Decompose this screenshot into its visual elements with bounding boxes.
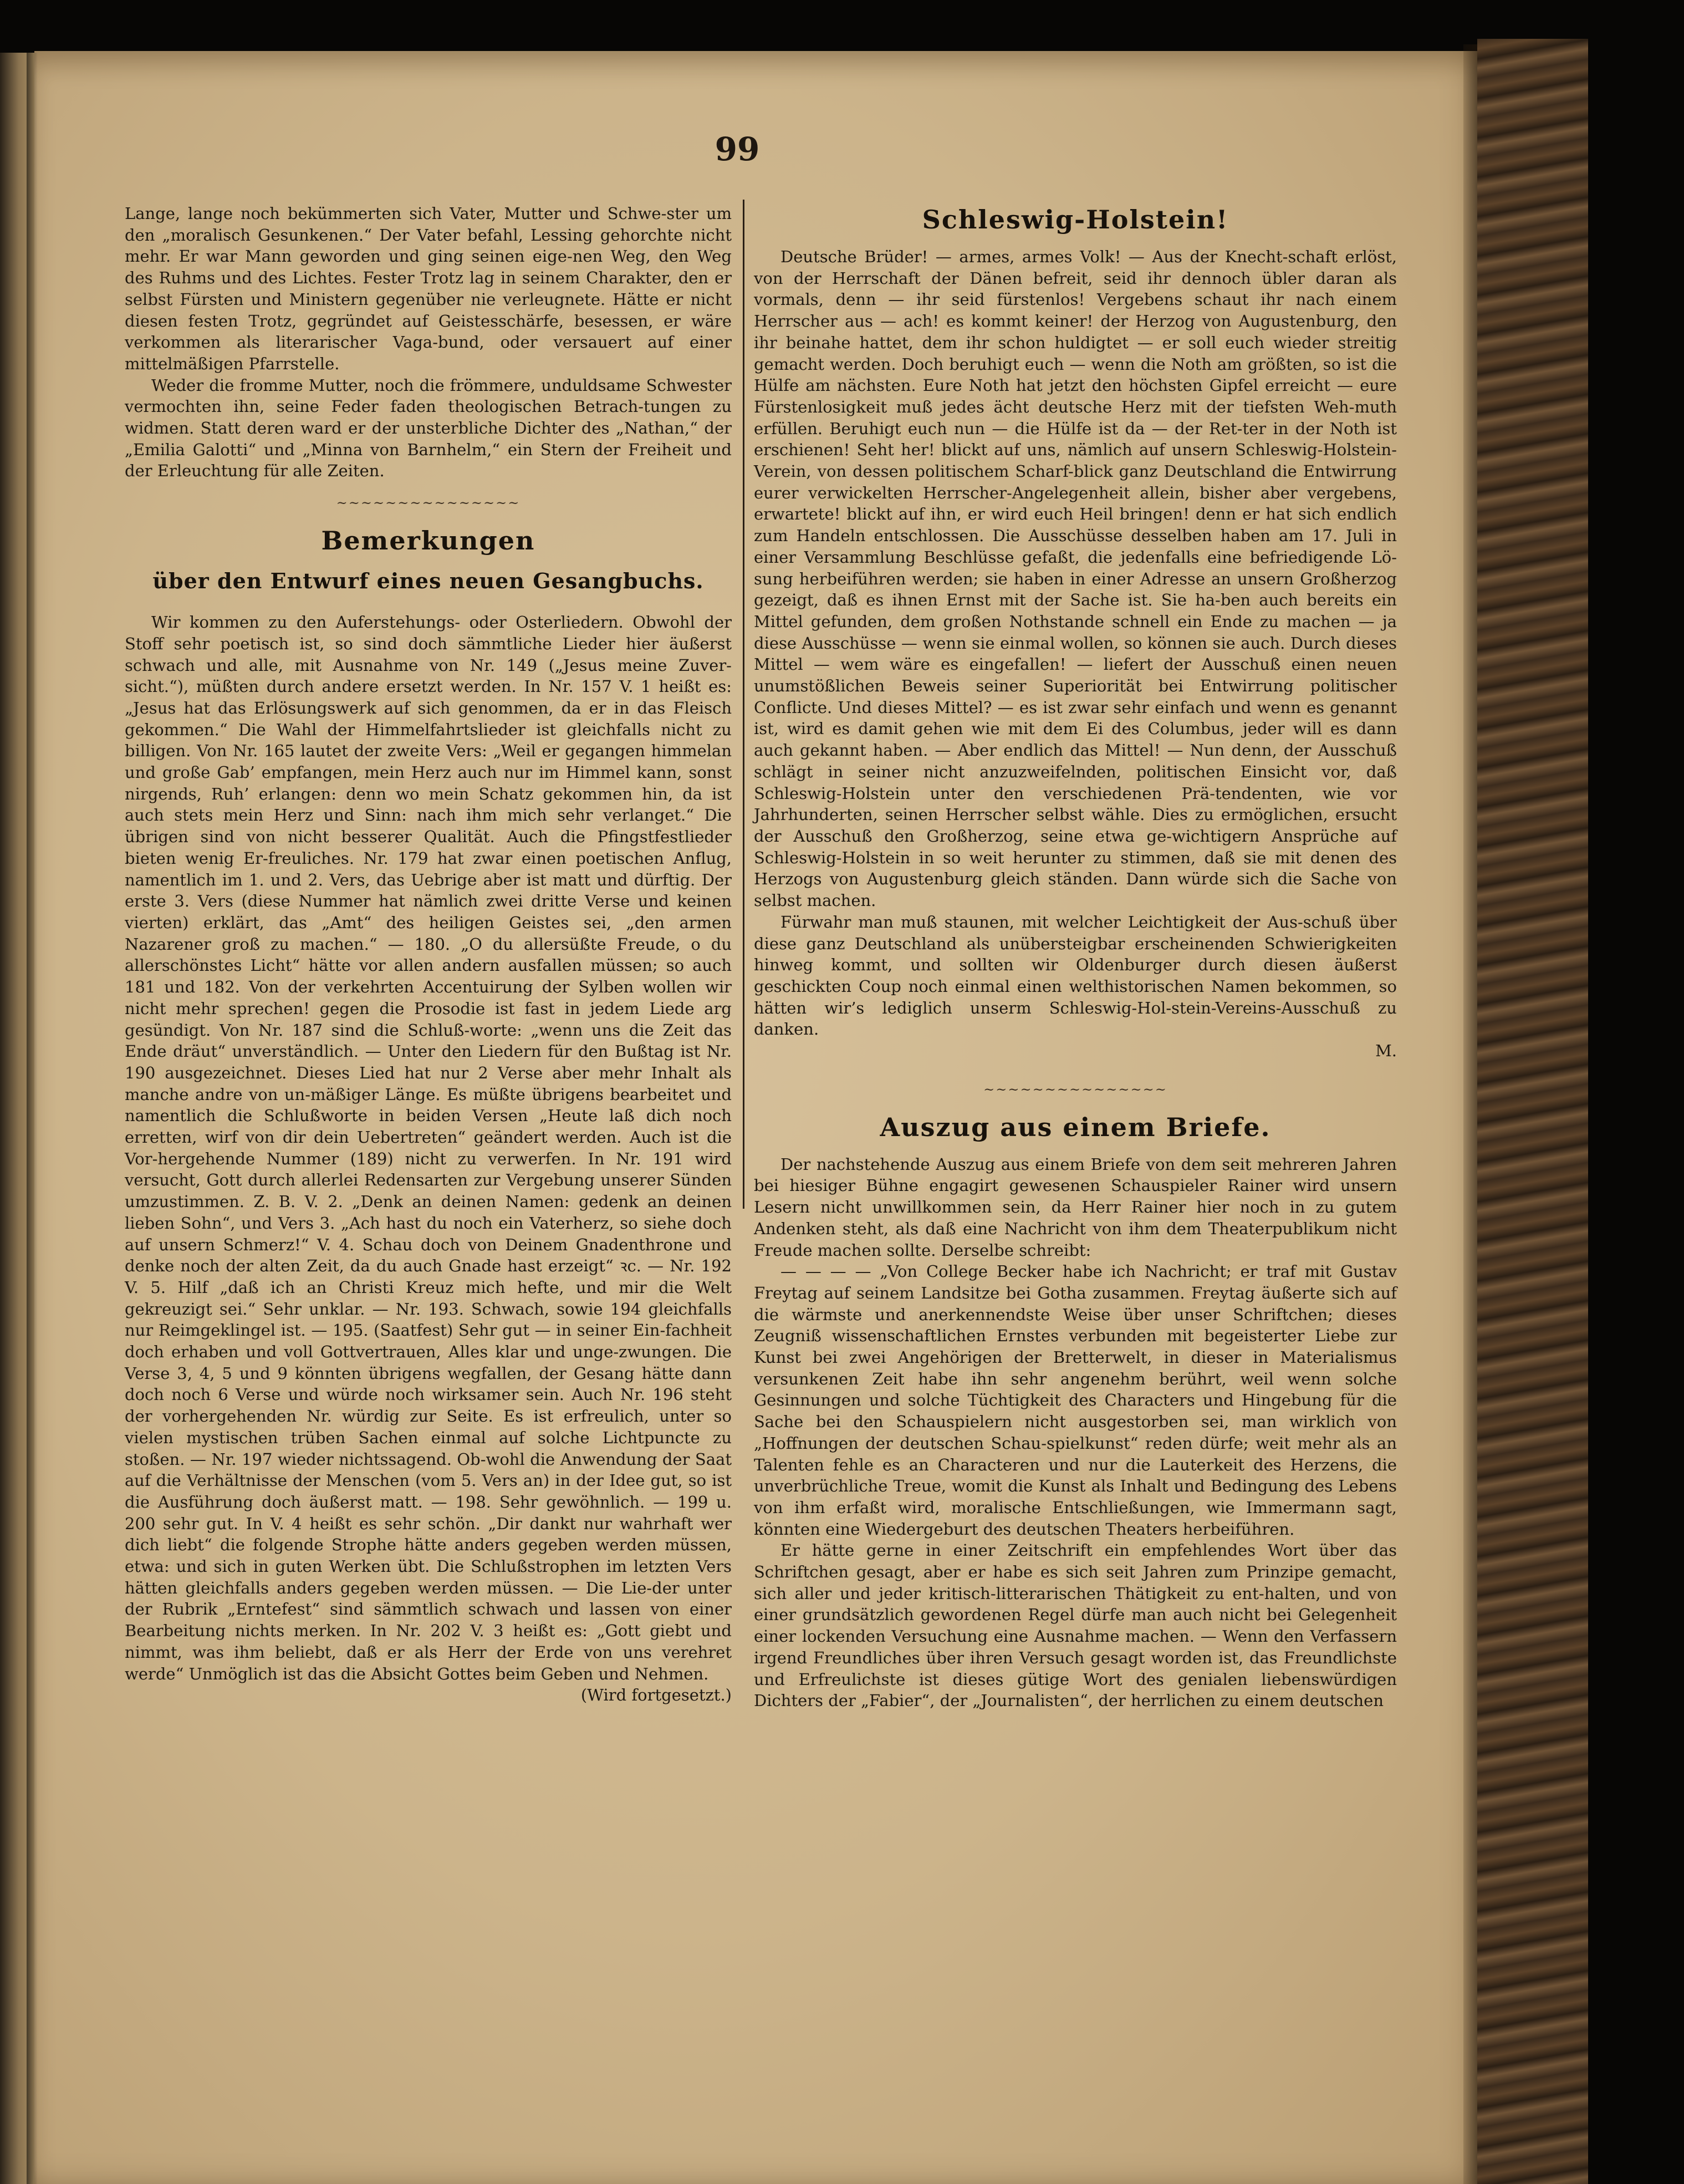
article-title-briefe: Auszug aus einem Briefe.	[880, 1112, 1271, 1142]
article-title-bemerkungen: Bemerkungen	[321, 526, 535, 556]
continued-paragraph-1: Lange, lange noch bekümmerten sich Vater, Mutter und Schwe-ster um den „moralisch Gesunkenen.“ Der Vater befahl, Lessing gehorchte nicht mehr. Er war Mann geworden und ging seinen eige-nen Weg, den Weg des Ruhms und des Lichtes. Fester Trotz lag in seinem Charakter, den er selbst Fürsten und Ministern gegenüber nie verleugnete. Hätte er nicht diesen festen Trotz, gegründet auf Geistesschärfe, besessen, er wäre verkommen als literarischer Vaga-bund, oder versauert auf einer mittelmäßigen Pfarrstelle.	[125, 204, 732, 373]
gutter-shadow	[27, 53, 38, 2184]
schleswig-paragraph-2: Fürwahr man muß staunen, mit welcher Leichtigkeit der Aus-schuß über diese ganz Deutschland als unübersteigbar erscheinenden Schwierigkeiten hinweg kommt, und sollten wir Oldenburger durch diesen äußerst geschickten Coup noch einmal einen welthistorischen Namen bekommen, so hätten wir’s lediglich unserm Schleswig-Hol-stein-Vereins-Ausschuß zu danken.	[754, 912, 1397, 1039]
briefe-paragraph-2: — — — — „Von College Becker habe ich Nachricht; er traf mit Gustav Freytag auf seinem Landsitze bei Gotha zusammen. Freytag äußerte sich auf die wärmste und anerkennendste Weise über unser Schriftchen; dieses Zeugniß wissenschaftlichen Ernstes verbunden mit begeisterter Liebe zur Kunst bei zwei Angehörigen der Bretterwelt, in dieser in Materialismus versunkenen Zeit habe ihn sehr angenehm berührt, weil wenn solche Gesinnungen und solche Tüchtigkeit des Characters und Hingebung für die Sache bei den Schauspielern nicht ausgestorben sei, man wirklich von „Hoffnungen der deutschen Schau-spielkunst“ reden dürfe; weit mehr als an Talenten fehle es an Characteren und nur die Lauterkeit des Herzens, die unverbrüchliche Treue, womit die Kunst als Inhalt und Bedingung des Lebens von ihm erfaßt wird, moralische Entschließungen, wie Immermann sagt, könnten eine Wiedergeburt des deutschen Theaters herbeiführen.	[754, 1262, 1397, 1539]
schleswig-paragraph-1: Deutsche Brüder! — armes, armes Volk! — Aus der Knecht-schaft erlöst, von der Herrschaft der Dänen befreit, seid ihr dennoch übler daran als vormals, denn — ihr seid fürstenlos! Vergebens schaut ihr nach einem Herrscher aus — ach! es kommt keiner! der Herzog von Augustenburg, den ihr beinahe hattet, dem ihr schon huldigtet — er soll euch wieder streitig gemacht werden. Doch beruhigt euch — wenn die Noth am größten, so ist die Hülfe am nächsten. Eure Noth hat jetzt den höchsten Gipfel erreicht — eure Fürstenlosigkeit muß jedes ächt deutsche Herz mit der tiefsten Weh-muth erfüllen. Beruhigt euch nun — die Hülfe ist da — der Ret-ter in der Noth ist erschienen! Seht her! blickt auf uns, nämlich auf unsern Schleswig-Holstein-Verein, von dessen politischem Scharf-blick ganz Deutschland die Entwirrung eurer verwickelten Herrscher-Angelegenheit allein, bisher aber vergebens, erwartete! blickt auf ihn, er wird euch Heil bringen! denn er hat sich endlich zum Handeln entschlossen. Die Ausschüsse desselben haben am 17. Juli in einer Versammlung Beschlüsse gefaßt, die jedenfalls eine befriedigende Lö-sung herbeiführen werden; sie haben in einer Adresse an unsern Großherzog gezeigt, daß es ihnen Ernst mit der Sache ist. Sie ha-ben auch bereits ein Mittel gefunden, dem großen Nothstande schnell ein Ende zu machen — ja diese Ausschüsse — wenn sie einmal wollen, so können sie auch. Durch dieses Mittel — wem wäre es eingefallen! — liefert der Ausschuß einen neuen unumstößlichen Beweis seiner Superiorität bei Entwirrung politischer Conflicte. Und dieses Mittel? — es ist zwar sehr einfach und wenn es genannt ist, wird es damit gehen wie mit dem Ei des Columbus, jeder will es dann auch gekannt haben. — Aber endlich das Mittel! — Nun denn, der Ausschuß schlägt in seiner nicht anzuzweifelnden, politischen Einsicht vor, daß Schleswig-Holstein unter den verschiedenen Prä-tendenten, wie vor Jahrhunderten, seinen Herrscher selbst wähle. Dies zu ermöglichen, ersucht der Ausschuß den Großherzog, seine etwa ge-wichtigern Ansprüche auf Schleswig-Holstein in so weit herunter zu stimmen, daß sie mit denen des Herzogs von Augustenburg gleich ständen. Dann würde sich die Sache von selbst machen.	[754, 247, 1397, 910]
left-column	[125, 203, 732, 1706]
article-body-gesangbuch: Wir kommen zu den Auferstehungs- oder Osterliedern. Obwohl der Stoff sehr poetisch ist, so sind doch sämmtliche Lieder hier äußerst schwach und alle, mit Ausnahme von Nr. 149 („Jesus meine Zuver-sicht.“), müßten durch andere ersetzt werden. In Nr. 157 V. 1 heißt es: „Jesus hat das Erlösungswerk auf sich genommen, da er in das Fleisch gekommen.“ Die Wahl der Himmelfahrtslieder ist gleichfalls nicht zu billigen. Von Nr. 165 lautet der zweite Vers: „Weil er gegangen himmelan und große Gab’ empfangen, mein Herz auch nur im Himmel kann, sonst nirgends, Ruh’ erlangen: denn wo mein Schatz gekommen hin, da ist auch stets mein Herz und Sinn: nach ihm mich sehr verlanget.“ Die übrigen sind von nicht besserer Qualität. Auch die Pfingstfestlieder bieten wenig Er-freuliches. Nr. 179 hat zwar einen poetischen Anflug, namentlich im 1. und 2. Vers, das Uebrige aber ist matt und dürftig. Der erste 3. Vers (diese Nummer hat nämlich zwei dritte Verse und keinen vierten) erklärt, das „Amt“ des heiligen Geistes sei, „den armen Nazarener groß zu machen.“ — 180. „O du allersüßte Freude, o du allerschönstes Licht“ hätte vor allen andern ausfallen müssen; so auch 181 und 182. Von der verkehrten Accentuirung der Sylben wollen wir nicht mehr sprechen! gegen die Prosodie ist fast in jedem Liede arg gesündigt. Von Nr. 187 sind die Schluß-worte: „wenn uns die Zeit das Ende dräut“ unverständlich. — Unter den Liedern für den Bußtag ist Nr. 190 ausgezeichnet. Dieses Lied hat nur 2 Verse aber mehr Inhalt als manche andre von un-mäßiger Länge. Es müßte übrigens bearbeitet und namentlich die Schlußworte in beiden Versen „Heute laß dich noch erretten, wirf von dir dein Uebertreten“ geändert werden. Auch ist die Vor-hergehende Nummer (189) nicht zu verwerfen. In Nr. 191 wird versucht, Gott durch allerlei Redensarten zur Vergebung unserer Sünden umzustimmen. Z. B. V. 2. „Denk an deinen Namen: gedenk an deinen lieben Sohn“, und Vers 3. „Ach hast du noch ein Vaterherz, so siehe doch auf unsern Schmerz!“ V. 4. Schau doch von Deinem Gnadenthrone und denke noch der alten Zeit, da du auch Gnade hast erzeigt“ ꝛc. — Nr. 192 V. 5. Hilf „daß ich an Christi Kreuz mich hefte, und mir die Welt gekreuzigt sei.“ Sehr unklar. — Nr. 193. Schwach, sowie 194 gleichfalls nur Reimgeklingel ist. — 195. (Saatfest) Sehr gut — in seiner Ein-fachheit doch erhaben und voll Gottvertrauen, Alles klar und unge-zwungen. Die Verse 3, 4, 5 und 9 könnten übrigens wegfallen, der Gesang hätte dann doch noch 6 Verse und würde noch wirksamer sein. Auch Nr. 196 steht der vorhergehenden Nr. würdig zur Seite. Es ist erfreulich, unter so vielen mystischen trüben Sachen einmal auf solche Lichtpuncte zu stoßen. — Nr. 197 wieder nichtssagend. Ob-wohl die Anwendung der Saat auf die Verhältnisse der Menschen (vom 5. Vers an) in der Idee gut, so ist die Ausführung doch äußerst matt. — 198. Sehr gewöhnlich. — 199 u. 200 sehr gut. In V. 4 heißt es sehr schön. „Dir dankt nur wahrhaft wer dich liebt“ die folgende Strophe hätte anders gegeben werden müssen, etwa: und sich in guten Werken übt. Die Schlußstrophen im letzten Vers hätten gleichfalls anders gegeben werden müssen. — Die Lie-der unter der Rubrik „Erntefest“ sind sämmtlich schwach und lassen von einer Bearbeitung nichts merken. In Nr. 202 V. 3 heißt es: „Gott giebt und nimmt, was ihm beliebt, daß er als Herr der Erde von uns verehret werde“ Unmöglich ist das die Absicht Gottes beim Geben und Nehmen.	[125, 613, 732, 1683]
briefe-paragraph-1: Der nachstehende Auszug aus einem Briefe von dem seit mehreren Jahren bei hiesiger Bühne engagirt gewesenen Schauspieler Rainer wird unsern Lesern nicht unwillkommen sein, da Herr Rainer hier noch in zu gutem Andenken steht, als daß eine Nachricht von ihm dem Theaterpublikum nicht Freude machen sollte. Derselbe schreibt:	[754, 1154, 1397, 1260]
article-title-schleswig-holstein: Schleswig-Holstein!	[922, 205, 1229, 235]
right-column	[754, 203, 1397, 1712]
continued-note: (Wird fortgesetzt.)	[580, 1686, 732, 1705]
page-number: 99	[715, 130, 760, 168]
continued-paragraph-2: Weder die fromme Mutter, noch die frömmere, unduldsame Schwester vermochten ihn, seine Feder faden theologischen Betrach-tungen zu widmen. Statt deren ward er der unsterbliche Dichter des „Nathan,“ der „Emilia Galotti“ und „Minna von Barnhelm,“ ein Stern der Freiheit und der Erleuchtung für alle Zeiten.	[125, 375, 732, 481]
section-ornament-right: ~~~~~~~~~~~~~~~	[983, 1081, 1167, 1097]
schleswig-signature: M.	[1375, 1041, 1397, 1061]
article-subtitle-gesangbuch: über den Entwurf eines neuen Gesangbuchs.	[152, 568, 704, 594]
section-ornament: ~~~~~~~~~~~~~~~	[336, 495, 520, 511]
column-divider	[743, 200, 744, 1209]
marbled-binding	[1477, 39, 1588, 2184]
briefe-paragraph-3: Er hätte gerne in einer Zeitschrift ein empfehlendes Wort über das Schriftchen gesagt, aber er habe es sich seit Jahren zum Prinzipe gemacht, sich aller und jeder kritisch-litterarischen Thätigkeit zu ent-halten, und von einer grundsätzlich gewordenen Regel dürfe man auch nicht bei Gelegenheit einer lockenden Versuchung eine Ausnahme machen. — Wenn den Verfassern irgend Freundliches über ihren Versuch gesagt worden ist, das Freundlichste und Erfreulichste ist dieses gütige Wort des genialen liebenswürdigen Dichters der „Fabier“, der „Journalisten“, der herrlichen zu einem deutschen	[754, 1541, 1397, 1710]
